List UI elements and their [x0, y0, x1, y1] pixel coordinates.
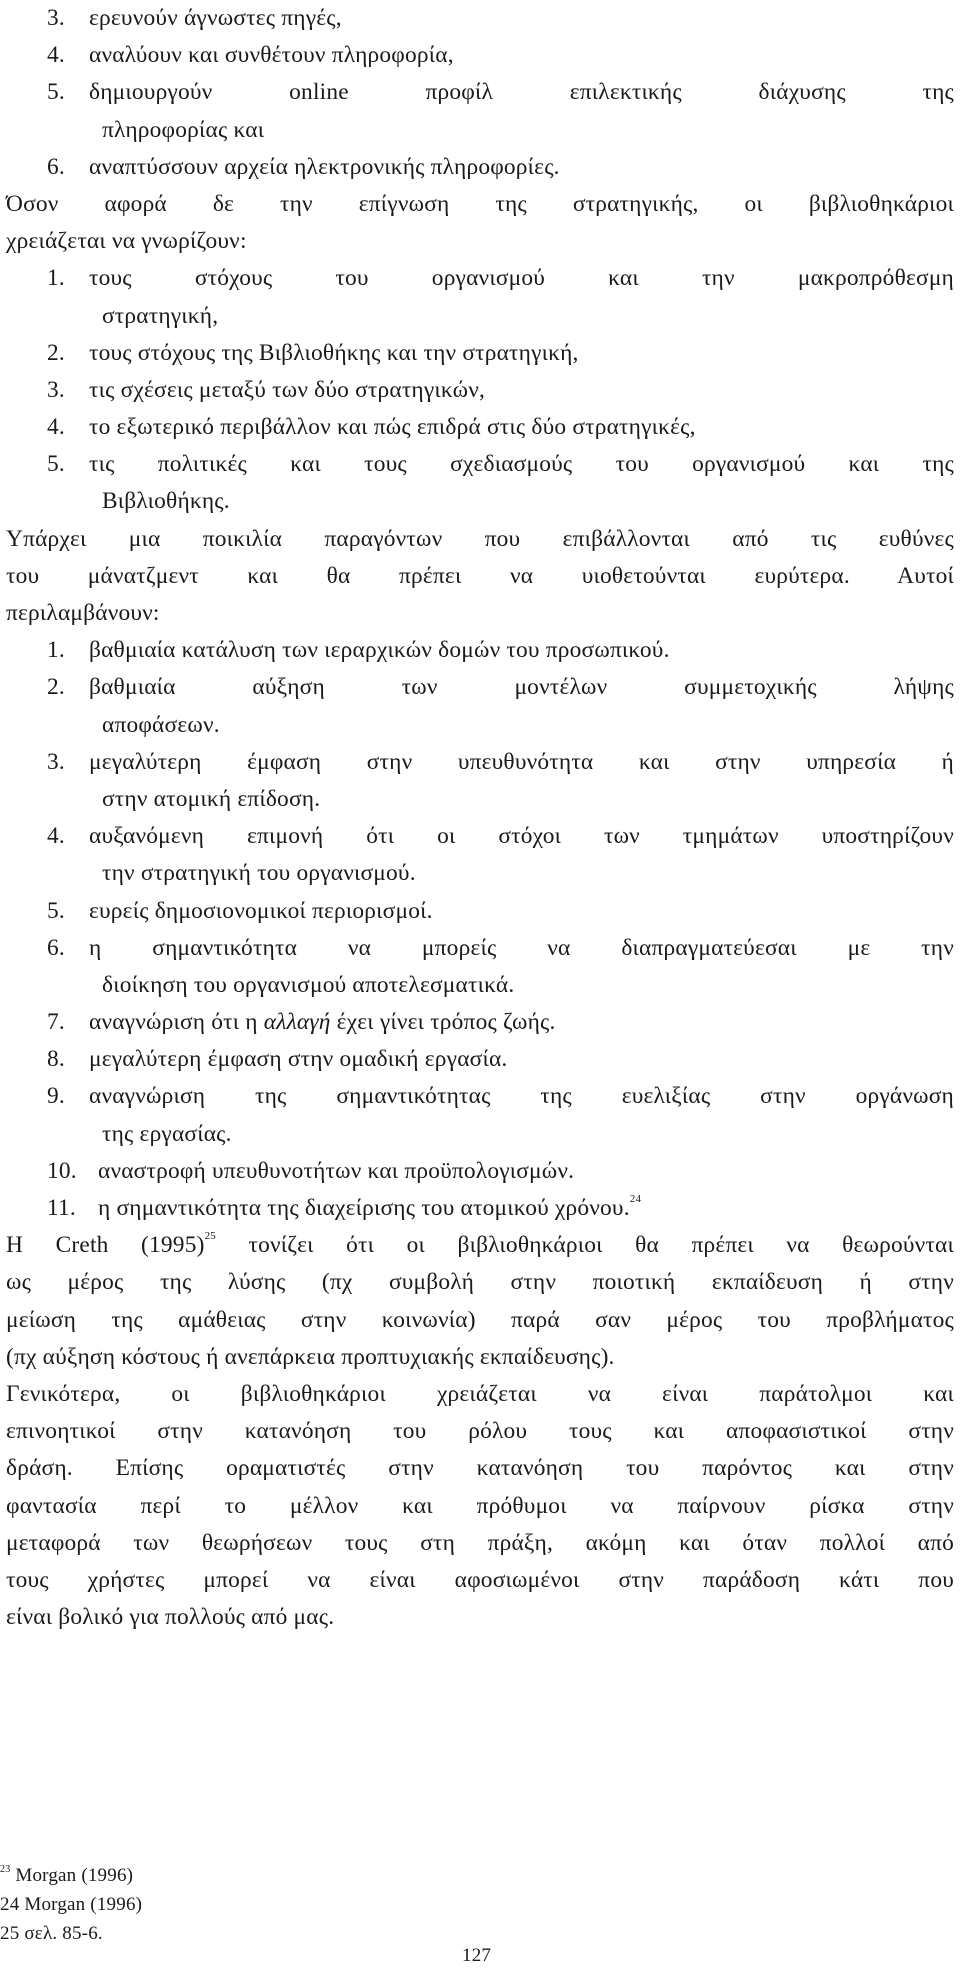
- list-number: 2.: [47, 339, 65, 366]
- list-number: 5.: [47, 897, 65, 924]
- list-a: [6, 0, 954, 186]
- list-text-part: αναγνώριση ότι η: [89, 1009, 264, 1036]
- list-item: [6, 930, 954, 967]
- paragraph-line: του μάνατζμεντ και θα πρέπει να υιοθετούνται ευρύτερα. Αυτοί: [6, 562, 954, 589]
- list-item: [6, 372, 954, 409]
- list-text: τις πολιτικές και τους σχεδιασμούς του οργανισμού και της: [89, 451, 954, 478]
- list-number: 9.: [47, 1083, 65, 1110]
- list-text-continued: της εργασίας.: [102, 1120, 232, 1147]
- paragraph-line: Υπάρχει μια ποικιλία παραγόντων που επιβάλλονται από τις ευθύνες: [6, 525, 954, 552]
- footnotes: [0, 1861, 142, 1948]
- list-text: ευρείς δημοσιονομικοί περιορισμοί.: [89, 897, 433, 924]
- list-text: αυξανόμενη επιμονή ότι οι στόχοι των τμημάτων υποστηρίζουν: [89, 823, 954, 850]
- list-text: το εξωτερικό περιβάλλον και πώς επιδρά στις δύο στρατηγικές,: [89, 414, 696, 441]
- list-number: 5.: [47, 451, 65, 478]
- list-text: δημιουργούν online προφίλ επιλεκτικής διάχυσης της: [89, 79, 954, 106]
- paragraph-creth: [6, 1227, 954, 1376]
- paragraph-strategy: [6, 186, 954, 260]
- list-number: 6.: [47, 153, 65, 180]
- list-item: [6, 1153, 954, 1190]
- list-item: [6, 669, 954, 706]
- list-item: [6, 632, 954, 669]
- list-number: 4.: [47, 823, 65, 850]
- list-text: μεγαλύτερη έμφαση στην ομαδική εργασία.: [89, 1046, 508, 1073]
- list-text: αναγνώριση της σημαντικότητας της ευελιξίας στην οργάνωση: [89, 1083, 954, 1110]
- paragraph-line: φαντασία περί το μέλλον και πρόθυμοι να παίρνουν ρίσκα στην: [6, 1492, 954, 1519]
- list-text: τους στόχους της Βιβλιοθήκης και την στρατηγική,: [89, 339, 579, 366]
- list-text-part: έχει γίνει τρόπος ζωής.: [330, 1009, 556, 1036]
- list-text: τις σχέσεις μεταξύ των δύο στρατηγικών,: [89, 376, 486, 403]
- paragraph-line: περιλαμβάνουν:: [6, 600, 160, 626]
- paragraph-line: τους χρήστες μπορεί να είναι αφοσιωμένοι στην παράδοση κάτι που: [6, 1566, 954, 1593]
- main-text: [6, 0, 954, 1636]
- list-item: [6, 260, 954, 297]
- list-number: 4.: [47, 42, 65, 69]
- list-number: 8.: [47, 1046, 65, 1073]
- footnote: 25 σελ. 85-6.: [0, 1923, 103, 1944]
- list-item: [6, 0, 954, 37]
- list-number: 3.: [47, 376, 65, 403]
- list-text-continued: την στρατηγική του οργανισμού.: [102, 860, 416, 887]
- list-item: [6, 149, 954, 186]
- list-text: τους στόχους του οργανισμού και την μακροπρόθεσμη: [89, 265, 954, 292]
- list-text: [98, 1190, 954, 1227]
- list-text: αναλύουν και συνθέτουν πληροφορία,: [89, 42, 454, 69]
- paragraph-line: μείωση της αμάθειας στην κοινωνία) παρά σαν μέρος του προβλήματος: [6, 1306, 954, 1333]
- list-item: [6, 818, 954, 855]
- list-item: [6, 893, 954, 930]
- list-number: 6.: [47, 934, 65, 961]
- footnote: [0, 1861, 142, 1890]
- paragraph-line: (πχ αύξηση κόστους ή ανεπάρκεια προπτυχιακής εκπαίδευσης).: [6, 1343, 615, 1370]
- list-c: [6, 632, 954, 1227]
- list-number: 11.: [47, 1195, 76, 1221]
- list-number: 3.: [47, 748, 65, 775]
- emphasized-word: αλλαγή: [263, 1009, 331, 1036]
- paragraph-line: [6, 1227, 954, 1264]
- list-text-continued: διοίκηση του οργανισμού αποτελεσματικά.: [102, 971, 515, 998]
- list-item: [6, 74, 954, 111]
- list-text: [89, 1004, 954, 1041]
- paragraph-line: είναι βολικό για πολλούς από μας.: [6, 1604, 335, 1631]
- paragraph-line: χρειάζεται να γνωρίζουν:: [6, 228, 247, 255]
- paragraph-factors: [6, 521, 954, 633]
- list-item: [6, 37, 954, 74]
- list-text: αναστροφή υπευθυνοτήτων και προϋπολογισμών.: [98, 1157, 575, 1184]
- list-number: 1.: [47, 637, 65, 664]
- footnote-mark: 23: [0, 1864, 11, 1875]
- paragraph-general: [6, 1376, 954, 1636]
- paragraph-text: τονίζει ότι οι βιβλιοθηκάριοι θα πρέπει να θεωρούνται: [216, 1232, 954, 1259]
- list-text-continued: πληροφορίας και: [102, 116, 265, 143]
- list-number: 5.: [47, 79, 65, 106]
- list-item: [6, 409, 954, 446]
- list-number: 7.: [47, 1009, 65, 1036]
- paragraph-line: ως μέρος της λύσης (πχ συμβολή στην ποιοτική εκπαίδευση ή στην: [6, 1269, 954, 1296]
- footnote: 24 Morgan (1996): [0, 1894, 143, 1915]
- list-text: μεγαλύτερη έμφαση στην υπευθυνότητα και στην υπηρεσία ή: [89, 748, 954, 775]
- list-text: αναπτύσσουν αρχεία ηλεκτρονικής πληροφορίες.: [89, 153, 560, 180]
- list-item: [6, 335, 954, 372]
- list-text-continued: στην ατομική επίδοση.: [102, 785, 321, 812]
- list-text: η σημαντικότητα να μπορείς να διαπραγματεύεσαι με την: [89, 934, 954, 961]
- list-item: [6, 1190, 954, 1227]
- list-item: [6, 1078, 954, 1115]
- list-text: ερευνούν άγνωστες πηγές,: [89, 5, 342, 31]
- paragraph-line: δράση. Επίσης οραματιστές στην κατανόηση του παρόντος και στην: [6, 1455, 954, 1482]
- paragraph-text: Η Creth (1995): [6, 1232, 205, 1259]
- paragraph-line: Όσον αφορά δε την επίγνωση της στρατηγικής, οι βιβλιοθηκάριοι: [6, 190, 954, 217]
- list-number: 4.: [47, 414, 65, 441]
- footnote-text: Morgan (1996): [10, 1865, 134, 1886]
- list-text: βαθμιαία αύξηση των μοντέλων συμμετοχικής λήψης: [89, 674, 954, 701]
- list-text-continued: στρατηγική,: [102, 302, 219, 329]
- page-number: 127: [462, 1945, 492, 1966]
- list-number: 3.: [47, 5, 65, 31]
- list-text-continued: αποφάσεων.: [102, 711, 220, 738]
- list-item: [6, 1041, 954, 1078]
- list-text-part: η σημαντικότητα της διαχείρισης του ατομικού χρόνου.: [98, 1195, 630, 1221]
- paragraph-line: μεταφορά των θεωρήσεων τους στη πράξη, ακόμη και όταν πολλοί από: [6, 1529, 954, 1556]
- footnote-ref: 24: [629, 1193, 642, 1205]
- list-item: [6, 446, 954, 483]
- list-number: 2.: [47, 674, 65, 701]
- list-number: 10.: [47, 1157, 77, 1184]
- list-item: [6, 1004, 954, 1041]
- footnote-ref: 25: [204, 1230, 216, 1243]
- paragraph-line: επινοητικοί στην κατανόηση του ρόλου τους και αποφασιστικοί στην: [6, 1418, 954, 1445]
- list-number: 1.: [47, 265, 65, 292]
- list-text: βαθμιαία κατάλυση των ιεραρχικών δομών του προσωπικού.: [89, 637, 670, 664]
- list-b: [6, 260, 954, 520]
- paragraph-line: Γενικότερα, οι βιβλιοθηκάριοι χρειάζεται να είναι παράτολμοι και: [6, 1380, 954, 1407]
- list-text-continued: Βιβλιοθήκης.: [102, 488, 230, 515]
- list-item: [6, 744, 954, 781]
